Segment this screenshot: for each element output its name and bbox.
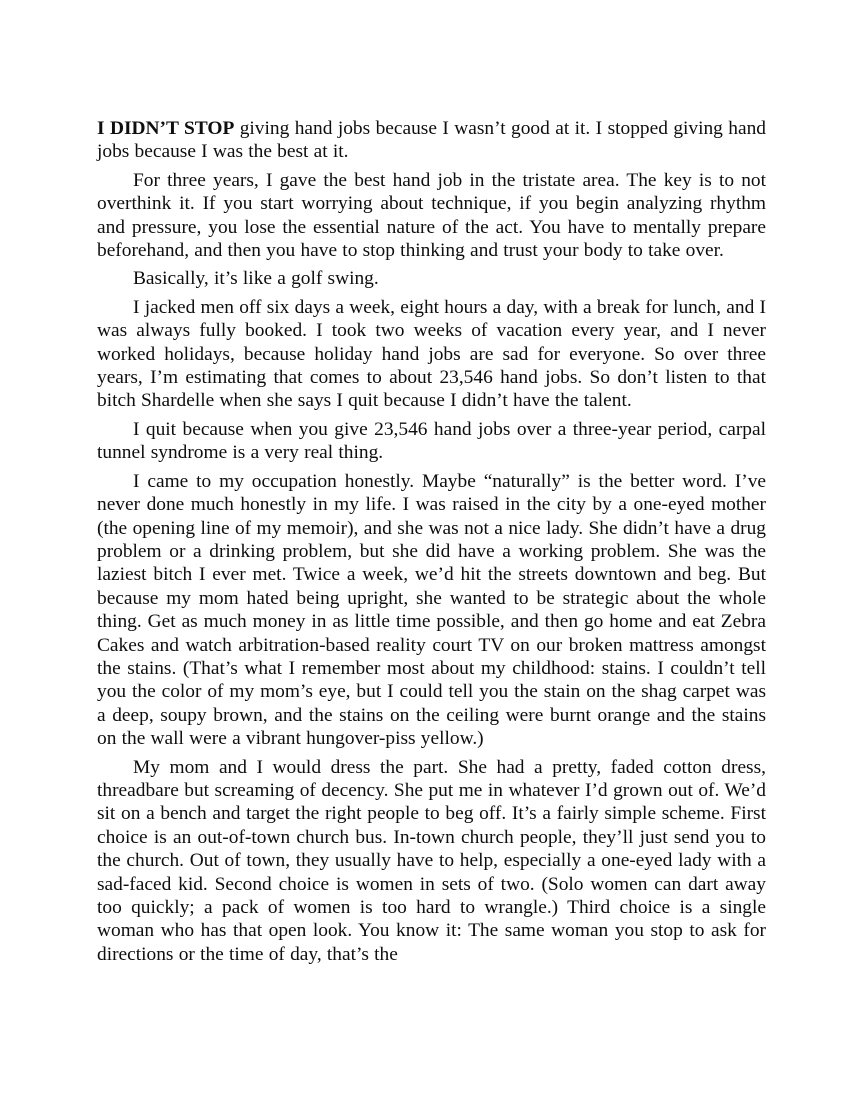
paragraph: My mom and I would dress the part. She had a pretty, faded cotton dress, threadbare but screaming of decency. She put me in whatever I’d grown out of. We’d sit on a bench and target the right people to beg off. It’s a fairly simple scheme. First choice is an out-of-town church bus. In-town church people, they’ll just send you to the church. Out of town, they usually have to help, especially a one-eyed lady with a sad-faced kid. Second choice is women in sets of two. (Solo women can dart away too quickly; a pack of women is too hard to wrangle.) Third choice is a single woman who has that open look. You know it: The same woman you stop to ask for directions or the time of day, that’s the: [97, 756, 766, 965]
paragraph-lead-bold: I DIDN’T STOP: [97, 118, 235, 139]
page-text-block: [97, 117, 766, 966]
paragraph: I came to my occupation honestly. Maybe “naturally” is the better word. I’ve never done much honestly in my life. I was raised in the city by a one-eyed mother (the opening line of my memoir), and she was not a nice lady. She didn’t have a drug problem or a drinking problem, but she did have a working problem. She was the laziest bitch I ever met. Twice a week, we’d hit the streets downtown and beg. But because my mom hated being upright, she wanted to be strategic about the whole thing. Get as much money in as little time possible, and then go home and eat Zebra Cakes and watch arbitration-based reality court TV on our broken mattress amongst the stains. (That’s what I remember most about my childhood: stains. I couldn’t tell you the color of my mom’s eye, but I could tell you the stain on the shag carpet was a deep, soupy brown, and the stains on the ceiling were burnt orange and the stains on the wall were a vibrant hungover-piss yellow.): [97, 470, 766, 750]
paragraph: Basically, it’s like a golf swing.: [133, 268, 379, 290]
paragraph: I jacked men off six days a week, eight hours a day, with a break for lunch, and I was always fully booked. I took two weeks of vacation every year, and I never worked holidays, because holiday hand jobs are sad for everyone. So over three years, I’m estimating that comes to about 23,546 hand jobs. So don’t listen to that bitch Shardelle when she says I quit because I didn’t have the talent.: [97, 296, 766, 412]
paragraph-opening-text: giving hand jobs because I wasn’t good at it. I stopped giving hand jobs because I was the best at it.: [97, 118, 766, 163]
paragraph: For three years, I gave the best hand job in the tristate area. The key is to not overthink it. If you start worrying about technique, if you begin analyzing rhythm and pressure, you lose the essential nature of the act. You have to mentally prepare beforehand, and then you have to stop thinking and trust your body to take over.: [97, 169, 766, 262]
paragraph-opening: [97, 117, 766, 164]
paragraph: I quit because when you give 23,546 hand jobs over a three-year period, carpal tunnel syndrome is a very real thing.: [97, 418, 766, 464]
